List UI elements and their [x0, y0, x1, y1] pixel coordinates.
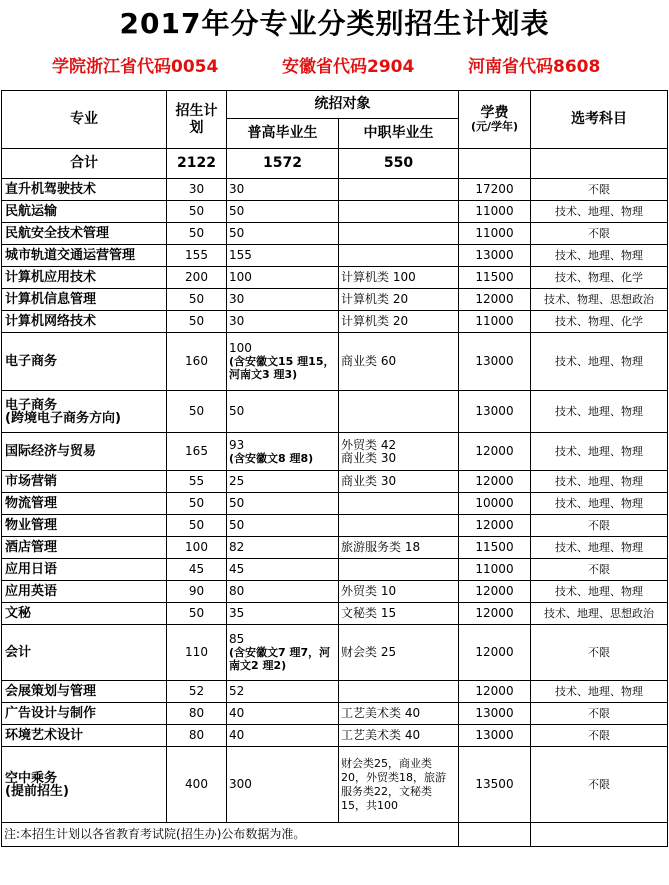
fee-cell: 17200 [459, 179, 531, 201]
fee-cell: 11000 [459, 223, 531, 245]
major-name: 物业管理 [2, 515, 167, 537]
vocational-cell: 商业类 60 [339, 333, 459, 391]
header-quota: 招生计划 [167, 91, 227, 149]
header-tuition [459, 91, 531, 149]
table-row [2, 179, 668, 201]
general-cell [227, 333, 339, 391]
henan-code: 河南省代码8608 [468, 57, 601, 77]
major-name-line2: (跨境电子商务方向) [5, 410, 121, 426]
general-value: 85 [229, 632, 245, 646]
vocational-cell [339, 559, 459, 581]
major-name [2, 391, 167, 433]
table-row [2, 333, 668, 391]
quota-cell: 55 [167, 471, 227, 493]
fee-cell: 11000 [459, 559, 531, 581]
subjects-cell: 技术、地理、物理 [531, 245, 668, 267]
table-row [2, 223, 668, 245]
major-name: 物流管理 [2, 493, 167, 515]
table-row [2, 603, 668, 625]
table-row [2, 559, 668, 581]
general-cell: 50 [227, 201, 339, 223]
table-row [2, 311, 668, 333]
vocational-cell [339, 681, 459, 703]
header-unified: 统招对象 [227, 91, 459, 119]
quota-cell: 50 [167, 391, 227, 433]
subjects-cell: 不限 [531, 559, 668, 581]
quota-cell: 160 [167, 333, 227, 391]
major-name: 城市轨道交通运营管理 [2, 245, 167, 267]
subjects-cell: 技术、物理、化学 [531, 267, 668, 289]
subjects-cell: 不限 [531, 179, 668, 201]
tuition-label: 学费 [480, 104, 509, 121]
vocational-cell: 财会类 25 [339, 625, 459, 681]
header-major: 专业 [2, 91, 167, 149]
major-name [2, 747, 167, 823]
general-note: (含安徽文15 理15，河南文3 理3) [229, 355, 335, 381]
general-cell: 30 [227, 311, 339, 333]
general-cell: 82 [227, 537, 339, 559]
fee-cell: 13500 [459, 747, 531, 823]
general-cell: 50 [227, 223, 339, 245]
subjects-cell: 技术、地理、物理 [531, 433, 668, 471]
total-vocational: 550 [339, 149, 459, 179]
subjects-cell: 技术、地理、物理 [531, 333, 668, 391]
vocational-cell: 计算机类 20 [339, 311, 459, 333]
quota-cell: 100 [167, 537, 227, 559]
quota-cell: 165 [167, 433, 227, 471]
subjects-cell: 不限 [531, 625, 668, 681]
fee-cell: 12000 [459, 471, 531, 493]
general-cell: 100 [227, 267, 339, 289]
quota-cell: 30 [167, 179, 227, 201]
fee-cell: 12000 [459, 681, 531, 703]
major-name: 文秘 [2, 603, 167, 625]
total-row [2, 149, 668, 179]
fee-cell: 13000 [459, 725, 531, 747]
total-quota: 2122 [167, 149, 227, 179]
general-value: 100 [229, 341, 252, 355]
table-row [2, 493, 668, 515]
quota-cell: 50 [167, 289, 227, 311]
tuition-unit: (元/学年) [470, 119, 519, 133]
vocational-cell: 旅游服务类 18 [339, 537, 459, 559]
fee-cell: 10000 [459, 493, 531, 515]
general-value: 93 [229, 437, 245, 452]
fee-cell: 13000 [459, 333, 531, 391]
major-name-line1: 电子商务 [5, 397, 58, 413]
table-row [2, 581, 668, 603]
quota-cell: 52 [167, 681, 227, 703]
fee-cell: 13000 [459, 391, 531, 433]
major-name: 市场营销 [2, 471, 167, 493]
quota-cell: 50 [167, 311, 227, 333]
fee-cell: 11500 [459, 267, 531, 289]
general-cell: 40 [227, 725, 339, 747]
general-cell [227, 625, 339, 681]
subjects-cell: 不限 [531, 703, 668, 725]
table-row [2, 747, 668, 823]
quota-cell: 90 [167, 581, 227, 603]
general-cell: 50 [227, 493, 339, 515]
major-name: 民航运输 [2, 201, 167, 223]
quota-cell: 155 [167, 245, 227, 267]
table-row [2, 681, 668, 703]
major-name: 会展策划与管理 [2, 681, 167, 703]
major-name: 直升机驾驶技术 [2, 179, 167, 201]
vocational-cell [339, 433, 459, 471]
header-subjects: 选考科目 [531, 91, 668, 149]
fee-cell: 12000 [459, 603, 531, 625]
general-cell: 45 [227, 559, 339, 581]
major-name: 计算机信息管理 [2, 289, 167, 311]
table-row [2, 625, 668, 681]
subjects-cell: 技术、物理、化学 [531, 311, 668, 333]
fee-cell: 11000 [459, 201, 531, 223]
subjects-cell: 技术、地理、物理 [531, 201, 668, 223]
vocational-cell: 外贸类 10 [339, 581, 459, 603]
quota-cell: 50 [167, 493, 227, 515]
table-row [2, 391, 668, 433]
general-cell: 30 [227, 289, 339, 311]
vocational-cell [339, 493, 459, 515]
quota-cell: 80 [167, 703, 227, 725]
major-name-line1: 空中乘务 [5, 770, 58, 786]
table-row [2, 471, 668, 493]
major-name: 国际经济与贸易 [2, 433, 167, 471]
major-name-line2: (提前招生) [5, 783, 69, 799]
vocational-value: 外贸类 42 [341, 437, 397, 452]
fee-cell: 11500 [459, 537, 531, 559]
vocational-cell: 文秘类 15 [339, 603, 459, 625]
vocational-cell: 工艺美术类 40 [339, 703, 459, 725]
major-name: 会计 [2, 625, 167, 681]
header-general: 普高毕业生 [227, 119, 339, 149]
general-cell: 25 [227, 471, 339, 493]
general-note: (含安徽文8 理8) [229, 451, 314, 465]
total-label: 合计 [2, 149, 167, 179]
subjects-cell: 不限 [531, 725, 668, 747]
subjects-cell: 技术、地理、物理 [531, 391, 668, 433]
quota-cell: 400 [167, 747, 227, 823]
subjects-cell: 不限 [531, 223, 668, 245]
subjects-cell: 技术、地理、物理 [531, 493, 668, 515]
major-name: 广告设计与制作 [2, 703, 167, 725]
vocational-cell [339, 391, 459, 433]
general-cell: 52 [227, 681, 339, 703]
table-row [2, 267, 668, 289]
header-vocational: 中职毕业生 [339, 119, 459, 149]
subjects-cell: 不限 [531, 515, 668, 537]
general-cell: 155 [227, 245, 339, 267]
major-name: 应用英语 [2, 581, 167, 603]
vocational-cell [339, 223, 459, 245]
fee-cell: 13000 [459, 245, 531, 267]
major-name: 民航安全技术管理 [2, 223, 167, 245]
subjects-cell: 技术、物理、思想政治 [531, 289, 668, 311]
fee-cell: 12000 [459, 433, 531, 471]
major-name: 计算机网络技术 [2, 311, 167, 333]
quota-cell: 110 [167, 625, 227, 681]
subjects-cell: 技术、地理、思想政治 [531, 603, 668, 625]
table-row [2, 201, 668, 223]
subjects-cell: 技术、地理、物理 [531, 681, 668, 703]
total-general: 1572 [227, 149, 339, 179]
quota-cell: 50 [167, 515, 227, 537]
table-row [2, 703, 668, 725]
table-row [2, 515, 668, 537]
subjects-cell: 技术、地理、物理 [531, 537, 668, 559]
major-name: 计算机应用技术 [2, 267, 167, 289]
general-cell: 30 [227, 179, 339, 201]
general-cell: 50 [227, 515, 339, 537]
major-name: 酒店管理 [2, 537, 167, 559]
fee-cell: 13000 [459, 703, 531, 725]
major-name: 应用日语 [2, 559, 167, 581]
note-row [2, 823, 668, 847]
quota-cell: 50 [167, 201, 227, 223]
table-row [2, 245, 668, 267]
anhui-code: 安徽省代码2904 [282, 57, 415, 77]
vocational-cell [339, 515, 459, 537]
general-cell: 300 [227, 747, 339, 823]
general-cell: 80 [227, 581, 339, 603]
vocational-cell [339, 201, 459, 223]
subjects-cell: 不限 [531, 747, 668, 823]
vocational-value-2: 商业类 30 [341, 450, 397, 465]
table-row [2, 289, 668, 311]
vocational-cell: 计算机类 100 [339, 267, 459, 289]
footnote: 注:本招生计划以各省教育考试院(招生办)公布数据为准。 [2, 823, 459, 847]
general-cell: 50 [227, 391, 339, 433]
table-row [2, 537, 668, 559]
general-cell [227, 433, 339, 471]
zhejiang-code: 学院浙江省代码0054 [52, 57, 219, 77]
quota-cell: 50 [167, 603, 227, 625]
quota-cell: 200 [167, 267, 227, 289]
vocational-cell [339, 179, 459, 201]
general-cell: 40 [227, 703, 339, 725]
quota-cell: 45 [167, 559, 227, 581]
vocational-cell: 商业类 30 [339, 471, 459, 493]
subjects-cell: 技术、地理、物理 [531, 471, 668, 493]
vocational-cell: 工艺美术类 40 [339, 725, 459, 747]
fee-cell: 12000 [459, 581, 531, 603]
quota-cell: 80 [167, 725, 227, 747]
enrollment-table [1, 90, 668, 847]
fee-cell: 12000 [459, 289, 531, 311]
fee-cell: 12000 [459, 515, 531, 537]
fee-cell: 11000 [459, 311, 531, 333]
table-row [2, 433, 668, 471]
vocational-cell: 财会类25，商业类20，外贸类18，旅游服务类22，文秘类15，共100 [339, 747, 459, 823]
general-cell: 35 [227, 603, 339, 625]
major-name: 环境艺术设计 [2, 725, 167, 747]
subjects-cell: 技术、地理、物理 [531, 581, 668, 603]
page-title: 2017年分专业分类别招生计划表 [119, 7, 550, 40]
vocational-cell [339, 245, 459, 267]
general-note: (含安徽文7 理7，河南文2 理2) [229, 646, 331, 672]
vocational-cell: 计算机类 20 [339, 289, 459, 311]
major-name: 电子商务 [2, 333, 167, 391]
fee-cell: 12000 [459, 625, 531, 681]
quota-cell: 50 [167, 223, 227, 245]
table-row [2, 725, 668, 747]
